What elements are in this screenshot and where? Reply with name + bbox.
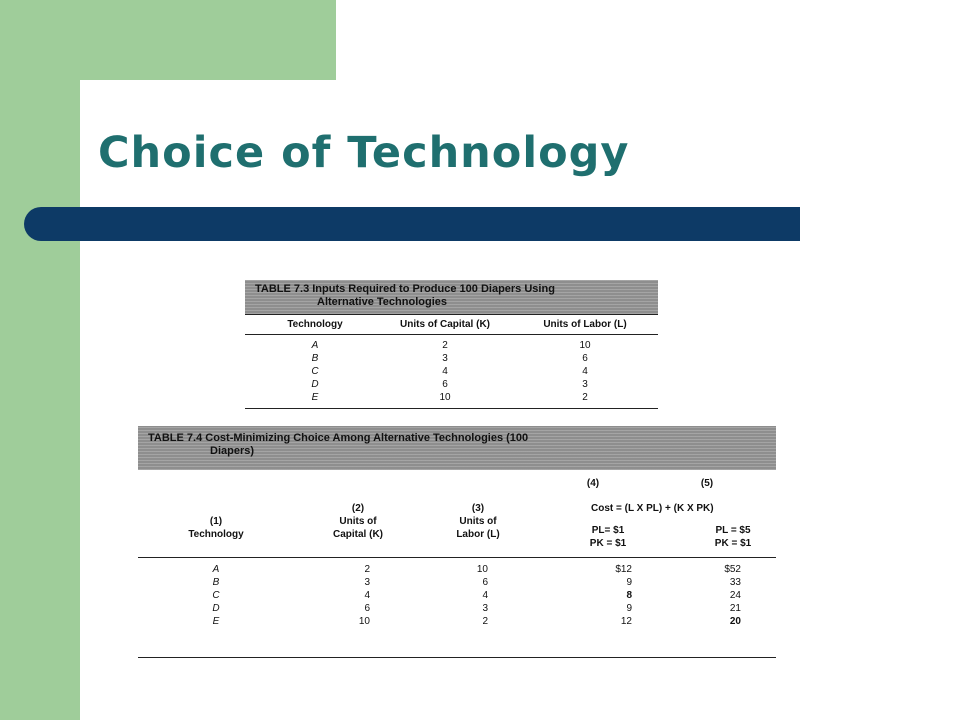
table-7-3-caption-line2: Alternative Technologies — [317, 296, 447, 308]
side-panel — [0, 0, 80, 720]
table-7-3-row-a-labor: 10 — [579, 340, 591, 351]
table-7-4-col3-header-line1: Units of — [459, 516, 497, 527]
table-7-4-cost-header: Cost = (L X PL) + (K X PK) — [591, 503, 714, 514]
table-7-4-col5-price-line1: PL = $5 — [715, 525, 751, 536]
table-7-4-col4-price-line2: PK = $1 — [589, 538, 627, 549]
slide-title: Choice of Technology — [98, 128, 630, 178]
table-7-3-divider — [245, 314, 658, 315]
table-7-4-row-c-labor: 4 — [482, 590, 488, 601]
table-7-4-col2-header-line2: Capital (K) — [333, 529, 383, 540]
table-7-3-row-e-tech: E — [311, 392, 319, 403]
table-7-3 — [245, 280, 658, 412]
table-7-3-row-b-tech: B — [311, 353, 319, 364]
table-7-4-colnum-2: (2) — [351, 503, 365, 514]
table-7-3-divider — [245, 408, 658, 409]
table-7-4-row-b-tech: B — [212, 577, 220, 588]
table-7-3-header-capital: Units of Capital (K) — [400, 319, 490, 330]
table-7-3-header-labor: Units of Labor (L) — [543, 319, 627, 330]
table-7-3-row-a-capital: 2 — [442, 340, 448, 351]
table-7-4-row-a-labor: 10 — [476, 564, 488, 575]
table-7-4-row-d-cost2: 21 — [729, 603, 741, 614]
table-7-4-col5-price-line2: PK = $1 — [714, 538, 752, 549]
table-7-4-row-c-tech: C — [212, 590, 220, 601]
table-7-4-row-d-tech: D — [212, 603, 220, 614]
table-7-4-col3-header-line2: Labor (L) — [456, 529, 500, 540]
table-7-3-row-c-capital: 4 — [442, 366, 448, 377]
table-7-4-col2-header-line1: Units of — [339, 516, 377, 527]
table-7-4-colnum-1: (1) — [209, 516, 223, 527]
table-7-3-row-a-tech: A — [311, 340, 319, 351]
table-7-3-row-c-labor: 4 — [582, 366, 588, 377]
table-7-4-row-a-capital: 2 — [364, 564, 370, 575]
table-7-4-row-c-cost2: 24 — [729, 590, 741, 601]
table-7-4-divider — [138, 657, 776, 658]
table-7-3-row-e-capital: 10 — [439, 392, 451, 403]
table-7-3-header-technology: Technology — [287, 319, 343, 330]
table-7-4-row-c-capital: 4 — [364, 590, 370, 601]
table-7-4-colnum-3: (3) — [471, 503, 485, 514]
table-7-4-row-e-capital: 10 — [358, 616, 370, 627]
table-7-4-caption — [138, 426, 776, 470]
table-7-3-row-c-tech: C — [311, 366, 319, 377]
table-7-4-divider — [138, 557, 776, 558]
table-7-4-row-d-labor: 3 — [482, 603, 488, 614]
table-7-4-row-d-cost1: 9 — [626, 603, 632, 614]
table-7-4-row-e-labor: 2 — [482, 616, 488, 627]
table-7-4 — [138, 426, 776, 664]
table-7-4-caption-line1: TABLE 7.4 Cost-Minimizing Choice Among Alternative Technologies (100 — [148, 432, 529, 444]
table-7-4-row-e-tech: E — [212, 616, 220, 627]
table-7-4-row-a-cost1: $12 — [615, 564, 632, 575]
table-7-4-row-e-cost1: 12 — [620, 616, 632, 627]
table-7-3-row-d-tech: D — [311, 379, 319, 390]
table-7-4-row-c-cost1: 8 — [626, 590, 632, 601]
table-7-4-col4-price-line1: PL= $1 — [591, 525, 625, 536]
table-7-4-row-b-labor: 6 — [482, 577, 488, 588]
table-7-4-row-b-cost1: 9 — [626, 577, 632, 588]
table-7-4-row-e-cost2: 20 — [729, 616, 741, 627]
table-7-3-row-b-capital: 3 — [442, 353, 448, 364]
table-7-3-row-d-labor: 3 — [582, 379, 588, 390]
table-7-3-divider — [245, 334, 658, 335]
table-7-4-caption-line2: Diapers) — [210, 445, 255, 457]
table-7-4-row-a-tech: A — [212, 564, 220, 575]
top-panel — [80, 0, 336, 80]
table-7-4-colnum-4: (4) — [586, 478, 600, 489]
table-7-3-caption — [245, 280, 658, 314]
table-7-3-row-e-labor: 2 — [582, 392, 588, 403]
table-7-4-row-d-capital: 6 — [364, 603, 370, 614]
table-7-4-row-b-capital: 3 — [364, 577, 370, 588]
table-7-4-row-a-cost2: $52 — [724, 564, 741, 575]
table-7-4-row-b-cost2: 33 — [729, 577, 741, 588]
table-7-3-row-b-labor: 6 — [582, 353, 588, 364]
table-7-4-colnum-5: (5) — [700, 478, 714, 489]
accent-bar — [24, 207, 800, 241]
table-7-3-row-d-capital: 6 — [442, 379, 448, 390]
table-7-3-caption-line1: TABLE 7.3 Inputs Required to Produce 100 Diapers Using — [255, 283, 555, 295]
table-7-4-col1-header: Technology — [188, 529, 244, 540]
